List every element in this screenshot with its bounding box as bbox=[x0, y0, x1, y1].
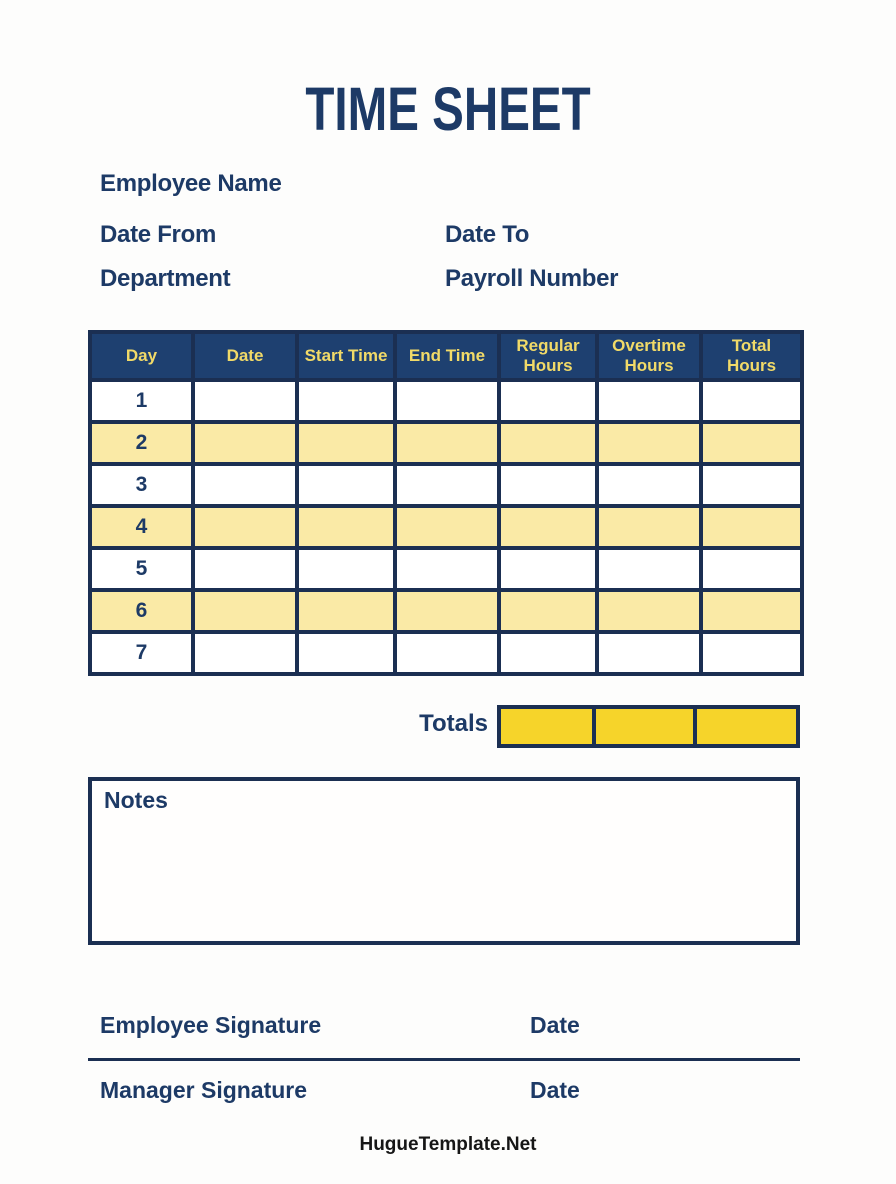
table-header-row bbox=[90, 332, 802, 380]
day-number: 6 bbox=[90, 590, 193, 632]
entry-cell bbox=[395, 632, 499, 674]
entry-cell bbox=[193, 464, 297, 506]
table-row bbox=[90, 422, 802, 464]
col-header-total-hours: Total Hours bbox=[701, 332, 802, 380]
notes-box bbox=[88, 777, 800, 945]
entry-cell bbox=[193, 632, 297, 674]
entry-cell bbox=[499, 380, 597, 422]
table-row bbox=[90, 380, 802, 422]
label-payroll-number: Payroll Number bbox=[445, 265, 619, 292]
entry-cell bbox=[297, 422, 395, 464]
entry-cell bbox=[297, 590, 395, 632]
manager-signature-label: Manager Signature bbox=[100, 1077, 308, 1103]
label-department: Department bbox=[100, 265, 231, 292]
employee-signature-date-label: Date bbox=[530, 1012, 580, 1038]
day-number: 4 bbox=[90, 506, 193, 548]
entry-cell bbox=[297, 548, 395, 590]
page-title-text: TIME SHEET bbox=[305, 75, 591, 144]
col-header-end-time: End Time bbox=[395, 332, 499, 380]
col-header-overtime-hours: Overtime Hours bbox=[597, 332, 701, 380]
table-row bbox=[90, 464, 802, 506]
entry-cell bbox=[499, 464, 597, 506]
table-row bbox=[90, 590, 802, 632]
label-employee-name: Employee Name bbox=[100, 170, 282, 197]
entry-cell bbox=[597, 506, 701, 548]
footer-watermark: HugueTemplate.Net bbox=[359, 1134, 537, 1155]
entry-cell bbox=[297, 464, 395, 506]
col-header-start-time: Start Time bbox=[297, 332, 395, 380]
entry-cell bbox=[499, 422, 597, 464]
entry-cell bbox=[297, 632, 395, 674]
entry-cell bbox=[597, 632, 701, 674]
totals-strip bbox=[497, 705, 800, 748]
entry-cell bbox=[395, 464, 499, 506]
totals-overtime-hours-cell bbox=[596, 709, 697, 744]
col-header-date: Date bbox=[193, 332, 297, 380]
entry-cell bbox=[395, 548, 499, 590]
entry-cell bbox=[297, 506, 395, 548]
entry-cell bbox=[193, 590, 297, 632]
entry-cell bbox=[597, 464, 701, 506]
entry-cell bbox=[395, 422, 499, 464]
entry-cell bbox=[701, 422, 802, 464]
entry-cell bbox=[395, 506, 499, 548]
entry-cell bbox=[193, 380, 297, 422]
entry-cell bbox=[499, 590, 597, 632]
totals-regular-hours-cell bbox=[501, 709, 596, 744]
entry-cell bbox=[597, 590, 701, 632]
table-row bbox=[90, 632, 802, 674]
entry-cell bbox=[597, 380, 701, 422]
timesheet-table bbox=[88, 330, 804, 676]
entry-cell bbox=[597, 422, 701, 464]
page-title bbox=[0, 76, 896, 143]
table-row bbox=[90, 506, 802, 548]
totals-total-hours-cell bbox=[697, 709, 796, 744]
entry-cell bbox=[395, 590, 499, 632]
day-number: 5 bbox=[90, 548, 193, 590]
day-number: 2 bbox=[90, 422, 193, 464]
entry-cell bbox=[701, 632, 802, 674]
entry-cell bbox=[701, 506, 802, 548]
entry-cell bbox=[499, 632, 597, 674]
entry-cell bbox=[701, 464, 802, 506]
entry-cell bbox=[193, 422, 297, 464]
table-row bbox=[90, 548, 802, 590]
label-date-from: Date From bbox=[100, 221, 216, 248]
entry-cell bbox=[193, 506, 297, 548]
notes-label: Notes bbox=[104, 787, 168, 813]
entry-cell bbox=[193, 548, 297, 590]
employee-signature-label: Employee Signature bbox=[100, 1012, 322, 1038]
totals-label: Totals bbox=[419, 710, 488, 737]
entry-cell bbox=[499, 506, 597, 548]
signature-divider-line bbox=[88, 1058, 800, 1061]
day-number: 7 bbox=[90, 632, 193, 674]
manager-signature-date-label: Date bbox=[530, 1077, 580, 1103]
day-number: 1 bbox=[90, 380, 193, 422]
entry-cell bbox=[701, 590, 802, 632]
entry-cell bbox=[499, 548, 597, 590]
entry-cell bbox=[597, 548, 701, 590]
col-header-regular-hours: Regular Hours bbox=[499, 332, 597, 380]
day-number: 3 bbox=[90, 464, 193, 506]
entry-cell bbox=[297, 380, 395, 422]
entry-cell bbox=[395, 380, 499, 422]
label-date-to: Date To bbox=[445, 221, 530, 248]
entry-cell bbox=[701, 548, 802, 590]
col-header-day: Day bbox=[90, 332, 193, 380]
entry-cell bbox=[701, 380, 802, 422]
